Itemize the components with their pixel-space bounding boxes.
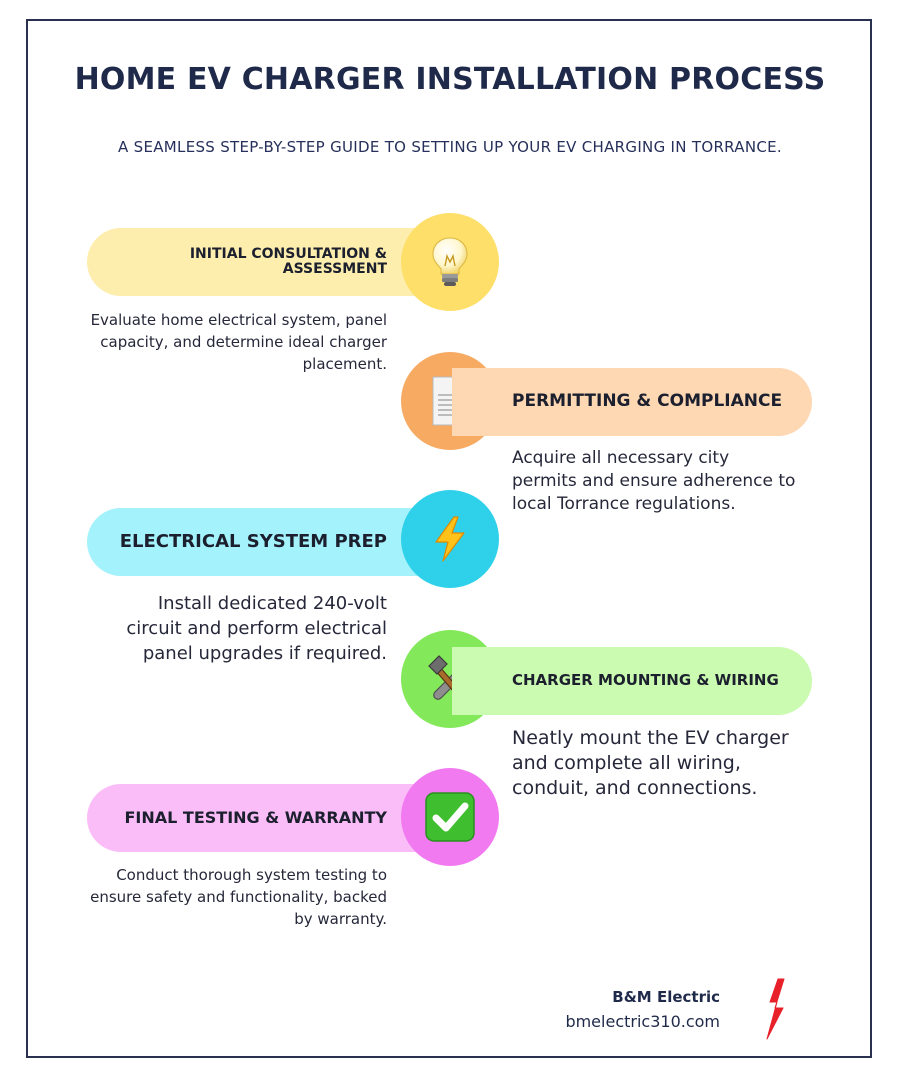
step-1-label: INITIAL CONSULTATION & ASSESSMENT xyxy=(189,246,387,277)
step-1-circle xyxy=(401,213,499,311)
step-5-label: FINAL TESTING & WARRANTY xyxy=(124,807,387,827)
step-5-pill xyxy=(87,784,432,852)
company-name: B&M Electric xyxy=(612,988,720,1006)
step-1-pill xyxy=(87,228,432,296)
step-1-description: Evaluate home electrical system, panel capacity, and determine ideal charger placement. xyxy=(90,311,387,373)
check-mark-icon xyxy=(424,791,476,843)
step-5-description: Conduct thorough system testing to ensure safety and functionality, backed by warranty. xyxy=(90,866,387,928)
step-4-description: Neatly mount the EV charger and complete all wiring, conduit, and connections. xyxy=(512,727,789,799)
step-3-description: Install dedicated 240-volt circuit and perform electrical panel upgrades if required. xyxy=(126,593,387,664)
step-2-pill xyxy=(452,368,812,436)
page-subtitle: A SEAMLESS STEP-BY-STEP GUIDE TO SETTING UP YOUR EV CHARGING IN TORRANCE. xyxy=(118,138,782,156)
lightning-logo-icon xyxy=(761,978,789,1040)
step-3-circle xyxy=(401,490,499,588)
company-website[interactable]: bmelectric310.com xyxy=(565,1012,720,1031)
step-3-pill xyxy=(87,508,432,576)
step-2-label: PERMITTING & COMPLIANCE xyxy=(512,391,783,412)
step-5-circle xyxy=(401,768,499,866)
lightning-icon xyxy=(432,516,468,562)
step-3-label: ELECTRICAL SYSTEM PREP xyxy=(119,530,387,552)
page-title: HOME EV CHARGER INSTALLATION PROCESS xyxy=(74,62,826,97)
step-4-label: CHARGER MOUNTING & WIRING xyxy=(512,671,779,690)
step-2-description: Acquire all necessary city permits and ensure adherence to local Torrance regulations. xyxy=(512,448,796,514)
lightbulb-icon xyxy=(430,236,470,288)
step-4-pill xyxy=(452,647,812,715)
